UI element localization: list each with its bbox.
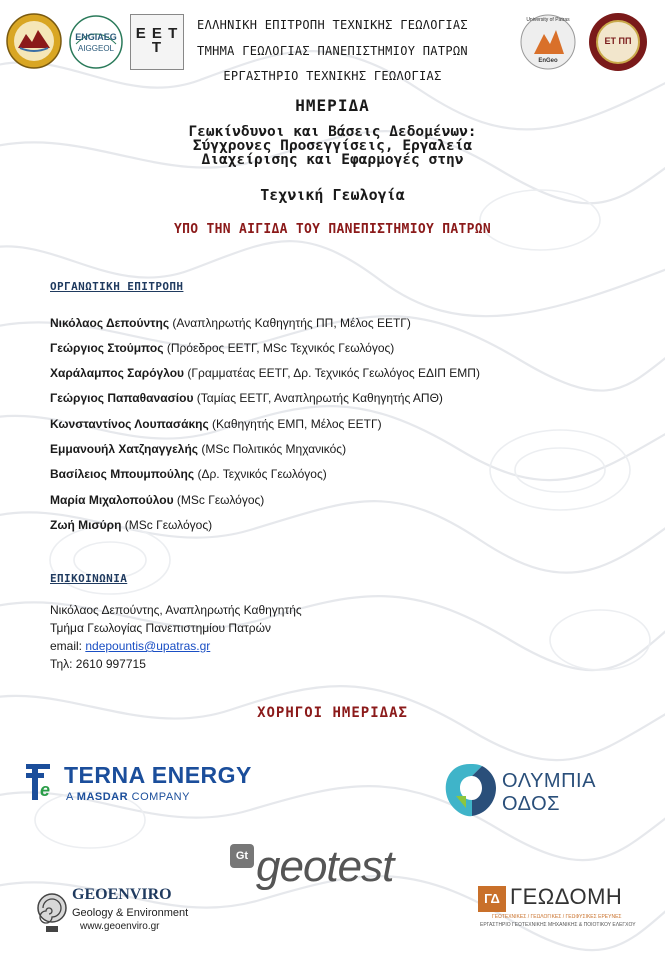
geoenviro-tagline: Geology & Environment bbox=[72, 907, 189, 919]
terna-tagline bbox=[66, 791, 190, 803]
contact-email-row bbox=[50, 639, 210, 653]
committee-member bbox=[50, 366, 480, 380]
member-role: (MSc Πολιτικός Μηχανικός) bbox=[198, 442, 347, 456]
committee-heading: ΟΡΓΑΝΩΤΙΚΗ ΕΠΙΤΡΟΠΗ bbox=[50, 280, 184, 293]
geoenviro-url: www.geoenviro.gr bbox=[80, 921, 160, 932]
geoenviro-name: GEOENVIRO bbox=[72, 886, 172, 903]
member-role: (Πρόεδρος ΕΕΤΓ, MSc Τεχνικός Γεωλόγος) bbox=[163, 341, 395, 355]
university-seal-logo bbox=[588, 12, 648, 72]
terna-name: TERNA ENERGY bbox=[64, 762, 252, 788]
sponsors-heading: ΧΟΡΗΓΟΙ ΗΜΕΡΙΔΑΣ bbox=[257, 705, 408, 721]
engeol-logo-text: ENGIAEG bbox=[75, 32, 117, 42]
olympia-odos-logo bbox=[442, 760, 622, 820]
member-name: Εμμανουήλ Χατζηαγγελής bbox=[50, 442, 199, 456]
olympia-line-2: ΟΔΟΣ bbox=[502, 793, 560, 815]
geodomi-mark-icon bbox=[478, 886, 506, 912]
contact-heading: ΕΠΙΚΟΙΝΩΝΙΑ bbox=[50, 572, 128, 585]
member-name: Ζωή Μισύρη bbox=[50, 518, 122, 532]
olympia-line-1: ΟΛΥΜΠΙΑ bbox=[502, 770, 596, 792]
committee-member bbox=[50, 316, 411, 330]
header-line-committee: ΕΛΛΗΝΙΚΗ ΕΠΙΤΡΟΠΗ ΤΕΧΝΙΚΗΣ ΓΕΩΛΟΓΙΑΣ bbox=[197, 18, 468, 32]
geodomi-logo bbox=[478, 886, 644, 936]
university-seal-text: ΕΤ ΠΠ bbox=[604, 36, 632, 46]
member-name: Κωνσταντίνος Λουπασάκης bbox=[50, 417, 209, 431]
member-role: (Καθηγητής ΕΜΠ, Μέλος ΕΕΤΓ) bbox=[208, 417, 382, 431]
member-name: Γεώργιος Παπαθανασίου bbox=[50, 391, 194, 405]
geodomi-mark-text: ΓΔ bbox=[484, 891, 500, 906]
committee-member bbox=[50, 518, 212, 532]
engeol-logo-ring bbox=[68, 14, 124, 70]
upatras-engeo-logo bbox=[520, 14, 576, 70]
contact-phone: Τηλ: 2610 997715 bbox=[50, 657, 146, 671]
committee-member bbox=[50, 341, 394, 355]
geotest-name: geotest bbox=[256, 842, 394, 891]
contact-name: Νικόλαος Δεπούντης, Αναπληρωτής Καθηγητής bbox=[50, 603, 302, 617]
committee-member bbox=[50, 493, 264, 507]
member-name: Μαρία Μιχαλοπούλου bbox=[50, 493, 174, 507]
terna-mark-letter: e bbox=[40, 780, 51, 800]
event-subtitle-line-1: Γεωκίνδυνοι και Βάσεις Δεδομένων: bbox=[188, 124, 477, 140]
contact-department: Τμήμα Γεωλογίας Πανεπιστημίου Πατρών bbox=[50, 621, 271, 635]
member-role: (Αναπληρωτής Καθηγητής ΠΠ, Μέλος ΕΕΤΓ) bbox=[169, 316, 411, 330]
member-name: Χαράλαμπος Σαρόγλου bbox=[50, 366, 185, 380]
header-line-lab: ΕΡΓΑΣΤΗΡΙΟ ΤΕΧΝΙΚΗΣ ΓΕΩΛΟΓΙΑΣ bbox=[223, 69, 442, 83]
committee-member bbox=[50, 442, 346, 456]
event-title: ΗΜΕΡΙΔΑ bbox=[295, 96, 370, 115]
olympia-shape-icon bbox=[442, 760, 498, 820]
committee-member bbox=[50, 467, 327, 481]
event-subtitle bbox=[0, 125, 665, 167]
aegis-line: ΥΠΟ ΤΗΝ ΑΙΓΙΔΑ ΤΟΥ ΠΑΝΕΠΙΣΤΗΜΙΟΥ ΠΑΤΡΩΝ bbox=[174, 222, 491, 237]
contact-email-label: email: bbox=[50, 639, 86, 653]
geotest-mark-text: Gt bbox=[235, 850, 249, 862]
member-name: Βασίλειος Μπουμπούλης bbox=[50, 467, 195, 481]
event-subtitle-line-2: Σύγχρονες Προσεγγίσεις, Εργαλεία bbox=[192, 138, 473, 154]
eetg-society-logo bbox=[6, 12, 62, 70]
eett-logo bbox=[130, 14, 184, 70]
member-role: (Ταμίας ΕΕΤΓ, Αναπληρωτής Καθηγητής ΑΠΘ) bbox=[193, 391, 443, 405]
member-role: (Δρ. Τεχνικός Γεωλόγος) bbox=[194, 467, 327, 481]
event-subtitle-line-3: Διαχείρισης και Εφαρμογές στην bbox=[201, 152, 464, 168]
terna-tagline-masdar: MASDAR bbox=[76, 791, 129, 803]
geodomi-tagline-2: ΕΡΓΑΣΤΗΡΙΟ ΓΕΩΤΕΧΝΙΚΗΣ ΜΗΧΑΝΙΚΗΣ & ΠΟΙΟΤΙΚΟΥ ΕΛΕΓΧΟΥ bbox=[480, 922, 636, 928]
terna-energy-logo bbox=[24, 760, 274, 806]
eett-logo-text: E E T T bbox=[135, 25, 179, 56]
engeol-logo-subtext: AIGGEOL bbox=[77, 44, 114, 53]
geotest-mark-icon bbox=[230, 844, 254, 868]
terna-tagline-c: COMPANY bbox=[128, 791, 190, 803]
member-role: (MSc Γεωλόγος) bbox=[173, 493, 265, 507]
engeo-logo-text: EnGeo bbox=[538, 58, 558, 64]
upatras-logo-text: University of Patras bbox=[526, 17, 570, 23]
member-role: (Γραμματέας ΕΕΤΓ, Δρ. Τεχνικός Γεωλόγος ΕΔΙΠ ΕΜΠ) bbox=[184, 366, 480, 380]
engeol-logo bbox=[68, 14, 124, 70]
member-name: Γεώργιος Στούμπος bbox=[50, 341, 164, 355]
member-name: Νικόλαος Δεπούντης bbox=[50, 316, 170, 330]
geotest-logo bbox=[230, 840, 420, 900]
geoenviro-ammonite-icon bbox=[36, 882, 68, 934]
geodomi-name: ΓΕΩΔΟΜΗ bbox=[510, 884, 623, 909]
geoenviro-logo bbox=[36, 880, 206, 940]
committee-member bbox=[50, 391, 443, 405]
member-role: (MSc Γεωλόγος) bbox=[121, 518, 213, 532]
terna-tagline-a: A bbox=[66, 791, 77, 803]
geodomi-tagline-1: ΓΕΩΤΕΧΝΙΚΕΣ / ΓΕΩΛΟΓΙΚΕΣ / ΓΕΩΦΥΣΙΚΕΣ ΕΡΕΥΝΕΣ bbox=[492, 914, 622, 920]
contact-email-link[interactable]: ndepountis@upatras.gr bbox=[85, 639, 211, 653]
header-line-department: ΤΜΗΜΑ ΓΕΩΛΟΓΙΑΣ ΠΑΝΕΠΙΣΤΗΜΙΟΥ ΠΑΤΡΩΝ bbox=[197, 44, 468, 58]
committee-member bbox=[50, 417, 382, 431]
event-subtitle-last: Τεχνική Γεωλογία bbox=[260, 186, 405, 204]
